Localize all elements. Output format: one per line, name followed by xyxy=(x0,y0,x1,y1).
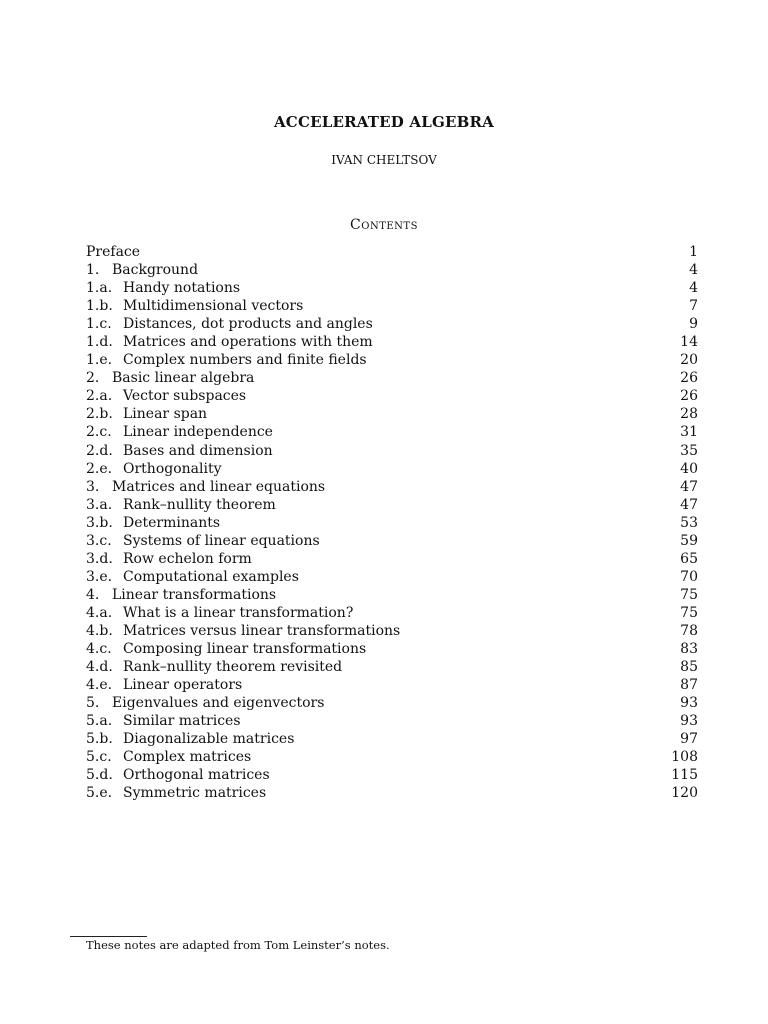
toc-entry-title: Linear independence xyxy=(123,424,273,441)
toc-entry-number: 5.a. xyxy=(86,713,113,730)
toc-entry-number: 3. xyxy=(86,478,100,495)
toc-entry-number: 5.c. xyxy=(86,749,112,766)
toc-entry-page: 93 xyxy=(680,713,698,730)
toc-entry-title: Linear span xyxy=(123,406,208,423)
toc-entry-heading xyxy=(86,423,273,441)
toc-entry-title: Diagonalizable matrices xyxy=(123,731,295,748)
toc-entry xyxy=(86,694,698,712)
toc-entry-number: 2.a. xyxy=(86,388,113,405)
toc-entry-heading xyxy=(86,442,273,460)
toc-entry-number: 1.b. xyxy=(86,298,113,315)
toc-entry-number: 2.b. xyxy=(86,406,113,423)
toc-entry xyxy=(86,279,698,297)
toc-entry-page: 47 xyxy=(680,478,698,495)
toc-entry-title: Orthogonal matrices xyxy=(123,767,270,784)
toc-entry-title: Linear transformations xyxy=(112,586,277,603)
toc-entry-heading xyxy=(86,243,140,261)
toc-entry xyxy=(86,766,698,784)
toc-entry-title: Bases and dimension xyxy=(123,442,273,459)
toc-entry-title: Similar matrices xyxy=(123,713,241,730)
toc-entry-heading xyxy=(86,261,198,279)
toc-entry xyxy=(86,496,698,514)
toc-entry-heading xyxy=(86,279,240,297)
toc-entry-number: 1.a. xyxy=(86,280,113,297)
toc-entry xyxy=(86,640,698,658)
toc-entry-title: Vector subspaces xyxy=(123,388,247,405)
toc-entry-number: 3.b. xyxy=(86,514,113,531)
toc-entry-title: Row echelon form xyxy=(123,550,252,567)
toc-entry-title: Matrices and operations with them xyxy=(123,334,373,351)
toc-entry-page: 70 xyxy=(680,568,698,585)
toc-entry xyxy=(86,712,698,730)
toc-entry xyxy=(86,243,698,261)
toc-entry-heading xyxy=(86,766,270,784)
toc-entry-heading xyxy=(86,748,251,766)
toc-entry-title: Handy notations xyxy=(123,280,241,297)
toc-entry-number: 5.b. xyxy=(86,731,113,748)
toc-entry xyxy=(86,622,698,640)
toc-entry-heading xyxy=(86,460,222,478)
toc-entry-heading xyxy=(86,622,400,640)
toc-entry-title: Matrices and linear equations xyxy=(112,478,326,495)
toc-entry xyxy=(86,784,698,802)
toc-entry-page: 97 xyxy=(680,731,698,748)
toc-entry-page: 78 xyxy=(680,622,698,639)
toc-entry-page: 47 xyxy=(680,496,698,513)
toc-entry-title: Linear operators xyxy=(123,677,243,694)
toc-entry-page: 75 xyxy=(680,586,698,603)
toc-entry-number: 5.e. xyxy=(86,785,113,802)
toc-entry-number: 2.d. xyxy=(86,442,113,459)
toc-entry xyxy=(86,297,698,315)
toc-entry xyxy=(86,748,698,766)
toc-entry-number: 3.c. xyxy=(86,532,112,549)
toc-entry-title: Composing linear transformations xyxy=(123,641,367,658)
footnote: These notes are adapted from Tom Leinster’s notes. xyxy=(86,938,390,952)
toc-entry-heading xyxy=(86,532,320,550)
toc-entry-title: Preface xyxy=(86,244,141,260)
toc-entry-title: Multidimensional vectors xyxy=(123,298,304,315)
toc-entry-title: Matrices versus linear transformations xyxy=(123,622,401,639)
toc-entry-page: 7 xyxy=(689,298,698,315)
toc-entry-heading xyxy=(86,369,254,387)
toc-entry xyxy=(86,478,698,496)
toc-entry-heading xyxy=(86,586,276,604)
toc-entry-heading xyxy=(86,784,266,802)
toc-entry-heading xyxy=(86,514,220,532)
toc-entry-title: What is a linear transformation? xyxy=(123,604,354,621)
table-of-contents xyxy=(86,243,698,802)
toc-entry-title: Rank–nullity theorem revisited xyxy=(123,659,343,676)
toc-entry xyxy=(86,387,698,405)
toc-entry-page: 4 xyxy=(689,262,698,279)
toc-entry-page: 65 xyxy=(680,550,698,567)
toc-entry-page: 93 xyxy=(680,695,698,712)
toc-entry-heading xyxy=(86,351,367,369)
toc-entry xyxy=(86,460,698,478)
toc-entry xyxy=(86,315,698,333)
toc-entry xyxy=(86,532,698,550)
toc-entry xyxy=(86,568,698,586)
toc-entry-heading xyxy=(86,640,366,658)
toc-entry xyxy=(86,261,698,279)
toc-entry-number: 2.c. xyxy=(86,424,112,441)
toc-entry-number: 3.a. xyxy=(86,496,113,513)
toc-entry-page: 87 xyxy=(680,677,698,694)
toc-entry-heading xyxy=(86,568,299,586)
toc-entry-number: 1.e. xyxy=(86,352,113,369)
toc-entry-heading xyxy=(86,604,353,622)
toc-entry-number: 3.d. xyxy=(86,550,113,567)
toc-entry-page: 83 xyxy=(680,641,698,658)
toc-entry xyxy=(86,550,698,568)
toc-entry-title: Rank–nullity theorem xyxy=(123,496,276,513)
toc-entry-heading xyxy=(86,712,241,730)
toc-entry xyxy=(86,405,698,423)
toc-entry-number: 4.a. xyxy=(86,604,113,621)
toc-entry-number: 4.e. xyxy=(86,677,113,694)
toc-entry-heading xyxy=(86,387,246,405)
toc-entry-page: 9 xyxy=(689,316,698,333)
toc-entry-title: Complex matrices xyxy=(123,749,252,766)
toc-entry-heading xyxy=(86,658,342,676)
toc-entry-title: Complex numbers and finite fields xyxy=(123,352,367,369)
toc-entry-title: Basic linear algebra xyxy=(112,370,255,387)
toc-entry xyxy=(86,604,698,622)
footnote-rule xyxy=(70,936,147,937)
toc-entry-heading xyxy=(86,676,242,694)
toc-entry-title: Determinants xyxy=(123,514,221,531)
toc-entry-page: 1 xyxy=(689,244,698,260)
toc-entry-page: 108 xyxy=(671,749,698,766)
toc-entry-number: 4.d. xyxy=(86,659,113,676)
toc-entry-page: 26 xyxy=(680,370,698,387)
toc-entry xyxy=(86,586,698,604)
toc-entry-heading xyxy=(86,315,373,333)
toc-entry-page: 4 xyxy=(689,280,698,297)
toc-entry xyxy=(86,369,698,387)
toc-entry-title: Systems of linear equations xyxy=(123,532,320,549)
toc-entry-heading xyxy=(86,550,252,568)
toc-entry-heading xyxy=(86,333,373,351)
toc-entry-number: 4.c. xyxy=(86,641,112,658)
toc-entry-page: 85 xyxy=(680,659,698,676)
toc-entry-page: 120 xyxy=(671,785,698,802)
toc-entry-title: Orthogonality xyxy=(123,460,222,477)
toc-entry-number: 1. xyxy=(86,262,100,279)
author-name: IVAN CHELTSOV xyxy=(331,153,437,167)
toc-entry-number: 5. xyxy=(86,695,100,712)
toc-entry-page: 115 xyxy=(671,767,698,784)
toc-entry xyxy=(86,351,698,369)
toc-entry-title: Distances, dot products and angles xyxy=(123,316,373,333)
toc-entry-number: 1.c. xyxy=(86,316,112,333)
toc-entry xyxy=(86,423,698,441)
toc-entry-page: 53 xyxy=(680,514,698,531)
toc-entry-heading xyxy=(86,297,303,315)
toc-entry-number: 2.e. xyxy=(86,460,113,477)
toc-entry-number: 1.d. xyxy=(86,334,113,351)
toc-entry-number: 4.b. xyxy=(86,622,113,639)
document-title: ACCELERATED ALGEBRA xyxy=(273,113,495,131)
toc-entry-page: 59 xyxy=(680,532,698,549)
toc-entry xyxy=(86,730,698,748)
toc-entry-number: 2. xyxy=(86,370,100,387)
toc-entry-number: 4. xyxy=(86,586,100,603)
toc-entry-heading xyxy=(86,405,207,423)
toc-entry xyxy=(86,514,698,532)
toc-entry xyxy=(86,676,698,694)
toc-entry-heading xyxy=(86,496,276,514)
toc-entry xyxy=(86,333,698,351)
toc-entry-page: 28 xyxy=(680,406,698,423)
contents-heading: Contents xyxy=(350,217,418,233)
toc-entry-page: 31 xyxy=(680,424,698,441)
toc-entry-page: 26 xyxy=(680,388,698,405)
toc-entry-title: Computational examples xyxy=(123,568,299,585)
toc-entry-page: 14 xyxy=(680,334,698,351)
toc-entry-title: Symmetric matrices xyxy=(123,785,267,802)
toc-entry-heading xyxy=(86,730,294,748)
toc-entry-title: Background xyxy=(112,262,199,279)
toc-entry xyxy=(86,658,698,676)
toc-entry-heading xyxy=(86,478,325,496)
toc-entry-number: 5.d. xyxy=(86,767,113,784)
toc-entry-page: 20 xyxy=(680,352,698,369)
toc-entry-page: 40 xyxy=(680,460,698,477)
toc-entry-number: 3.e. xyxy=(86,568,113,585)
toc-entry-title: Eigenvalues and eigenvectors xyxy=(112,695,325,712)
toc-entry-heading xyxy=(86,694,324,712)
toc-entry-page: 35 xyxy=(680,442,698,459)
toc-entry xyxy=(86,442,698,460)
toc-entry-page: 75 xyxy=(680,604,698,621)
